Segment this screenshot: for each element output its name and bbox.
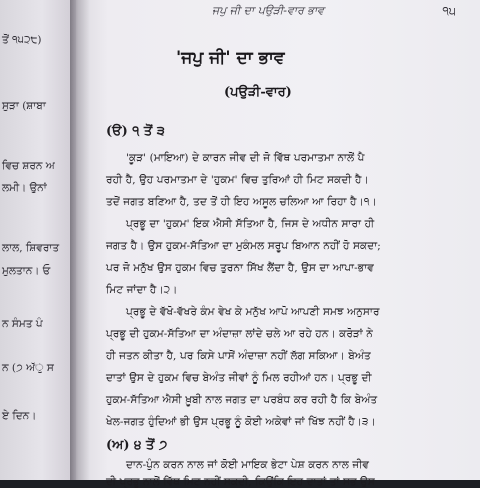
left-page-line: ਤੋਂ ੧੫੨੮) — [2, 34, 42, 46]
paragraph-line: ਹੀ ਜਤਨ ਕੀਤਾ ਹੈ, ਪਰ ਕਿਸੇ ਪਾਸੋਂ ਅੰਦਾਜ਼ਾ ਨਹੀਂ ਲੱਗ ਸਕਿਆ। ਬੇਅੰਤ — [106, 350, 371, 362]
paragraph-line: ਰਹੀ ਹੈ, ਉਹ ਪਰਮਾਤਮਾ ਦੇ 'ਹੁਕਮ' ਵਿਚ ਤੁਰਿਆਂ ਹੀ ਮਿਟ ਸਕਦੀ ਹੈ। — [106, 174, 369, 186]
paragraph-line: ਪ੍ਰਭੂ ਦੇ ਵੱਖੋ-ਵੱਖਰੇ ਕੰਮ ਵੇਖ ਕੇ ਮਨੁੱਖ ਆਪੋ ਆਪਣੀ ਸਮਝ ਅਨੁਸਾਰ — [126, 306, 380, 318]
paragraph-line: 'ਕੂੜ' (ਮਾਇਆ) ਦੇ ਕਾਰਨ ਜੀਵ ਦੀ ਜੋ ਵਿੱਥ ਪਰਮਾਤਮਾ ਨਾਲੋਂ ਪੈ — [126, 152, 365, 164]
paragraph-line: ਪਰ ਜੋ ਮਨੁੱਖ ਉਸ ਹੁਕਮ ਵਿਚ ਤੁਰਨਾ ਸਿੱਖ ਲੈਂਦਾ ਹੈ, ਉਸ ਦਾ ਆਪਾ-ਭਾਵ — [106, 262, 374, 274]
paragraph-line: ਮਿਟ ਜਾਂਦਾ ਹੈ।੨। — [106, 284, 178, 296]
left-page-line: ਨ ਸੰਮਤ ਪੰ — [2, 318, 43, 330]
page-title: 'ਜਪੁ ਜੀ' ਦਾ ਭਾਵ — [176, 48, 285, 68]
left-page-line: ਲਾਲ, ਸ਼ਿਵਰਾਤ — [2, 242, 60, 254]
paragraph-line: ਪ੍ਰਭੂ ਦੀ ਹੁਕਮ-ਸੱਤਿਆ ਦਾ ਅੰਦਾਜ਼ਾ ਲਾਂਦੇ ਚਲੇ ਆ ਰਹੇ ਹਨ। ਕਰੋੜਾਂ ਨੇ — [106, 328, 373, 340]
page-subtitle: (ਪਉੜੀ-ਵਾਰ) — [224, 85, 292, 100]
left-page-line: ਨ (੭ ਅੱੁ ਸ — [2, 362, 54, 374]
paragraph-line: ਦਾਤਾਂ ਉਸ ਦੇ ਹੁਕਮ ਵਿਚ ਬੇਅੰਤ ਜੀਵਾਂ ਨੂੰ ਮਿਲ ਰਹੀਆਂ ਹਨ। ਪ੍ਰਭੂ ਦੀ — [106, 372, 372, 384]
running-head: ਜਪੁ ਜੀ ਦਾ ਪਉੜੀ-ਵਾਰ ਭਾਵ — [212, 4, 325, 17]
previous-page — [0, 0, 76, 480]
left-page-line: ਵਿਚ ਸ਼ਰਨ ਅ — [2, 160, 55, 172]
paragraph-line: ਹੁਕਮ-ਸੱਤਿਆ ਐਸੀ ਖ਼ੂਬੀ ਨਾਲ ਜਗਤ ਦਾ ਪਰਬੰਧ ਕਰ ਰਹੀ ਹੈ ਕਿ ਬੇਅੰਤ — [106, 394, 378, 406]
left-page-line: ਮੁਲਤਾਨ। ਓ — [2, 265, 51, 277]
left-page-line: ਏ ਦਿਨ। — [2, 410, 37, 422]
paragraph-line: ਜਗਤ ਹੈ। ਉਸ ਹੁਕਮ-ਸੱਤਿਆ ਦਾ ਮੁਕੰਮਲ ਸਰੂਪ ਬਿਆਨ ਨਹੀਂ ਹੋ ਸਕਦਾ; — [106, 240, 381, 252]
left-page-line: ਲਮੀ। ਉਨਾਂ — [2, 182, 47, 194]
paragraph-line: ਦੀ ਪ੍ਰਭੂ ਨਾਲੋਂ ਵਿੱਥ ਮਿਟ ਨਹੀਂ ਸਕਦੀ, ਕਿਉਂਕਿ ਇਹ ਦਾਤਾਂ ਤਾਂ ਸਭ ਉਸ — [106, 476, 375, 488]
paragraph-line: ਖੇਲ-ਜਗਤ ਹੁੰਦਿਆਂ ਭੀ ਉਸ ਪ੍ਰਭੂ ਨੂੰ ਕੋਈ ਅਕੇਵਾਂ ਜਾਂ ਖਿੱਝ ਨਹੀਂ ਹੈ।੩। — [106, 416, 376, 428]
page-number: ੧੫ — [442, 4, 456, 18]
section-heading: (ੳ) ੧ ਤੋਂ ੩ — [106, 124, 165, 139]
left-page-line: ਸੁੜਾ (ਸ਼ਾਬਾ — [2, 100, 46, 112]
paragraph-line: ਦਾਨ-ਪੁੰਨ ਕਰਨ ਨਾਲ ਜਾਂ ਕੋਈ ਮਾਇਕ ਭੇਟਾ ਪੇਸ਼ ਕਰਨ ਨਾਲ ਜੀਵ — [126, 459, 370, 471]
paragraph-line: ਤਦੋਂ ਜਗਤ ਬਣਿਆ ਹੈ, ਤਦ ਤੋਂ ਹੀ ਇਹ ਅਸੂਲ ਚਲਿਆ ਆ ਰਿਹਾ ਹੈ।੧। — [106, 196, 377, 208]
paragraph-line: ਪ੍ਰਭੂ ਦਾ 'ਹੁਕਮ' ਇਕ ਐਸੀ ਸੱਤਿਆ ਹੈ, ਜਿਸ ਦੇ ਅਧੀਨ ਸਾਰਾ ਹੀ — [126, 218, 375, 230]
book-page — [76, 0, 480, 488]
section-heading: (ਅ) ੪ ਤੋਂ ੭ — [106, 438, 168, 453]
